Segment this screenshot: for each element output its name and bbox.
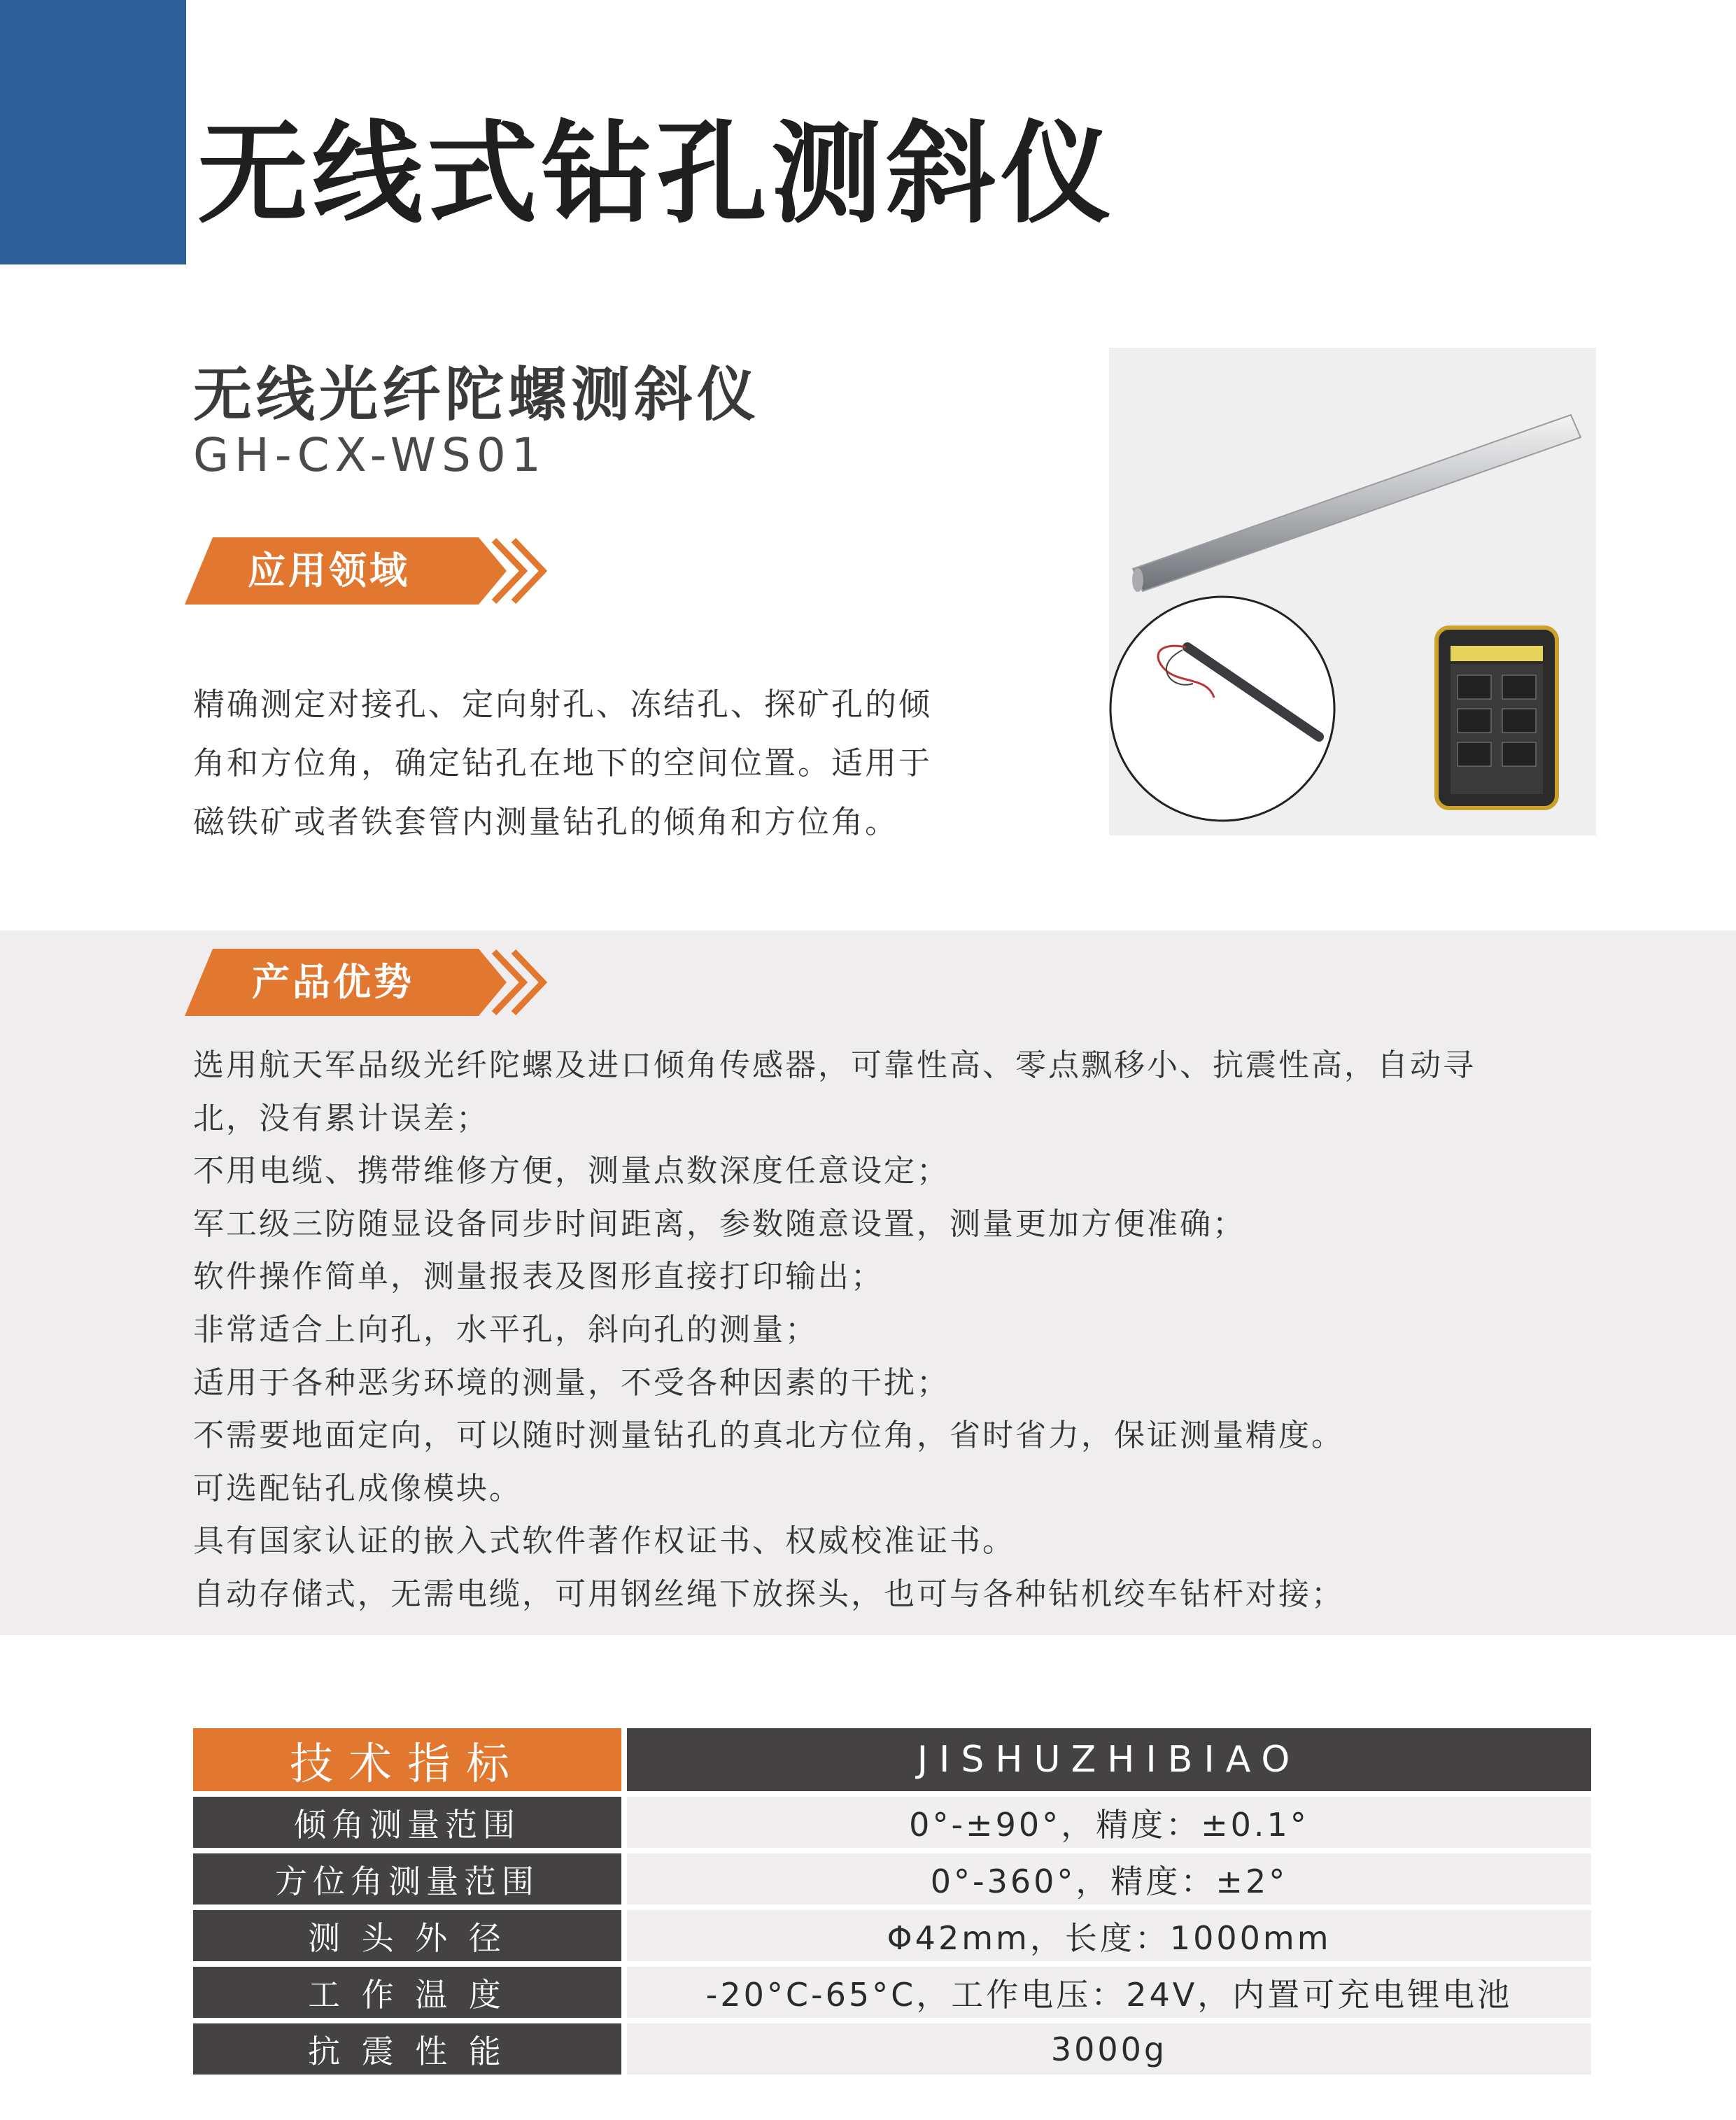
spec-value: 0°-360°，精度：±2°	[627, 1853, 1591, 1905]
application-banner	[185, 537, 549, 605]
table-row	[193, 1967, 1591, 2018]
product-name: 无线光纤陀螺测斜仪	[193, 360, 761, 429]
product-photo	[1109, 348, 1596, 835]
spec-header-row	[193, 1728, 1591, 1791]
list-item: 不需要地面定向，可以随时测量钻孔的真北方位角，省时省力，保证测量精度。	[193, 1418, 1344, 1454]
spec-value: Φ42mm，长度：1000mm	[627, 1910, 1591, 1961]
list-item: 非常适合上向孔，水平孔，斜向孔的测量；	[193, 1311, 818, 1348]
list-item: 具有国家认证的嵌入式软件著作权证书、权威校准证书。	[193, 1523, 1015, 1560]
table-row	[193, 1853, 1591, 1905]
spec-table	[188, 1723, 1597, 2080]
list-item: 适用于各种恶劣环境的测量，不受各种因素的干扰；	[193, 1364, 950, 1401]
spec-header-right: JISHUZHIBIAO	[627, 1728, 1591, 1791]
list-item: 军工级三防随显设备同步时间距离，参数随意设置，测量更加方便准确；	[193, 1206, 1245, 1242]
spec-label: 方位角测量范围	[193, 1853, 621, 1905]
handheld-device-icon	[1437, 628, 1557, 808]
spec-header-left: 技术指标	[193, 1728, 621, 1791]
spec-value: 0°-±90°，精度：±0.1°	[627, 1797, 1591, 1848]
spec-value: -20°C-65°C，工作电压：24V，内置可充电锂电池	[627, 1967, 1591, 2018]
probe-rod-icon	[1132, 415, 1581, 592]
list-item: 软件操作简单，测量报表及图形直接打印输出；	[193, 1259, 884, 1295]
list-item: 不用电缆、携带维修方便，测量点数深度任意设定；	[193, 1153, 950, 1189]
application-line: 角和方位角，确定钻孔在地下的空间位置。适用于	[193, 744, 933, 782]
list-item: 选用航天军品级光纤陀螺及进口倾角传感器，可靠性高、零点飘移小、抗震性高，自动寻 北，没有累计误差；	[193, 1047, 1476, 1136]
advantages-banner	[185, 949, 549, 1016]
application-description	[193, 675, 1061, 851]
spec-label: 工 作 温 度	[193, 1967, 621, 2018]
product-model: GH-CX-WS01	[193, 428, 546, 482]
page-title: 无线式钻孔测斜仪	[197, 110, 1115, 239]
advantages-list	[193, 1039, 1593, 1621]
spec-label: 倾角测量范围	[193, 1797, 621, 1848]
application-heading: 应用领域	[248, 549, 410, 593]
table-row	[193, 1797, 1591, 1848]
table-row	[193, 1910, 1591, 1961]
list-item: 自动存储式，无需电缆，可用钢丝绳下放探头，也可与各种钻机绞车钻杆对接；	[193, 1576, 1344, 1612]
spec-value: 3000g	[627, 2023, 1591, 2075]
application-line: 磁铁矿或者铁套管内测量钻孔的倾角和方位角。	[193, 803, 899, 840]
product-illustration	[1109, 348, 1596, 835]
application-line: 精确测定对接孔、定向射孔、冻结孔、探矿孔的倾	[193, 686, 933, 723]
spec-label: 测 头 外 径	[193, 1910, 621, 1961]
spec-label: 抗 震 性 能	[193, 2023, 621, 2075]
probe-with-cable-icon	[1110, 597, 1334, 821]
advantages-heading: 产品优势	[252, 960, 414, 1004]
title-accent-block	[0, 0, 186, 264]
table-row	[193, 2023, 1591, 2075]
list-item: 可选配钻孔成像模块。	[193, 1470, 522, 1506]
